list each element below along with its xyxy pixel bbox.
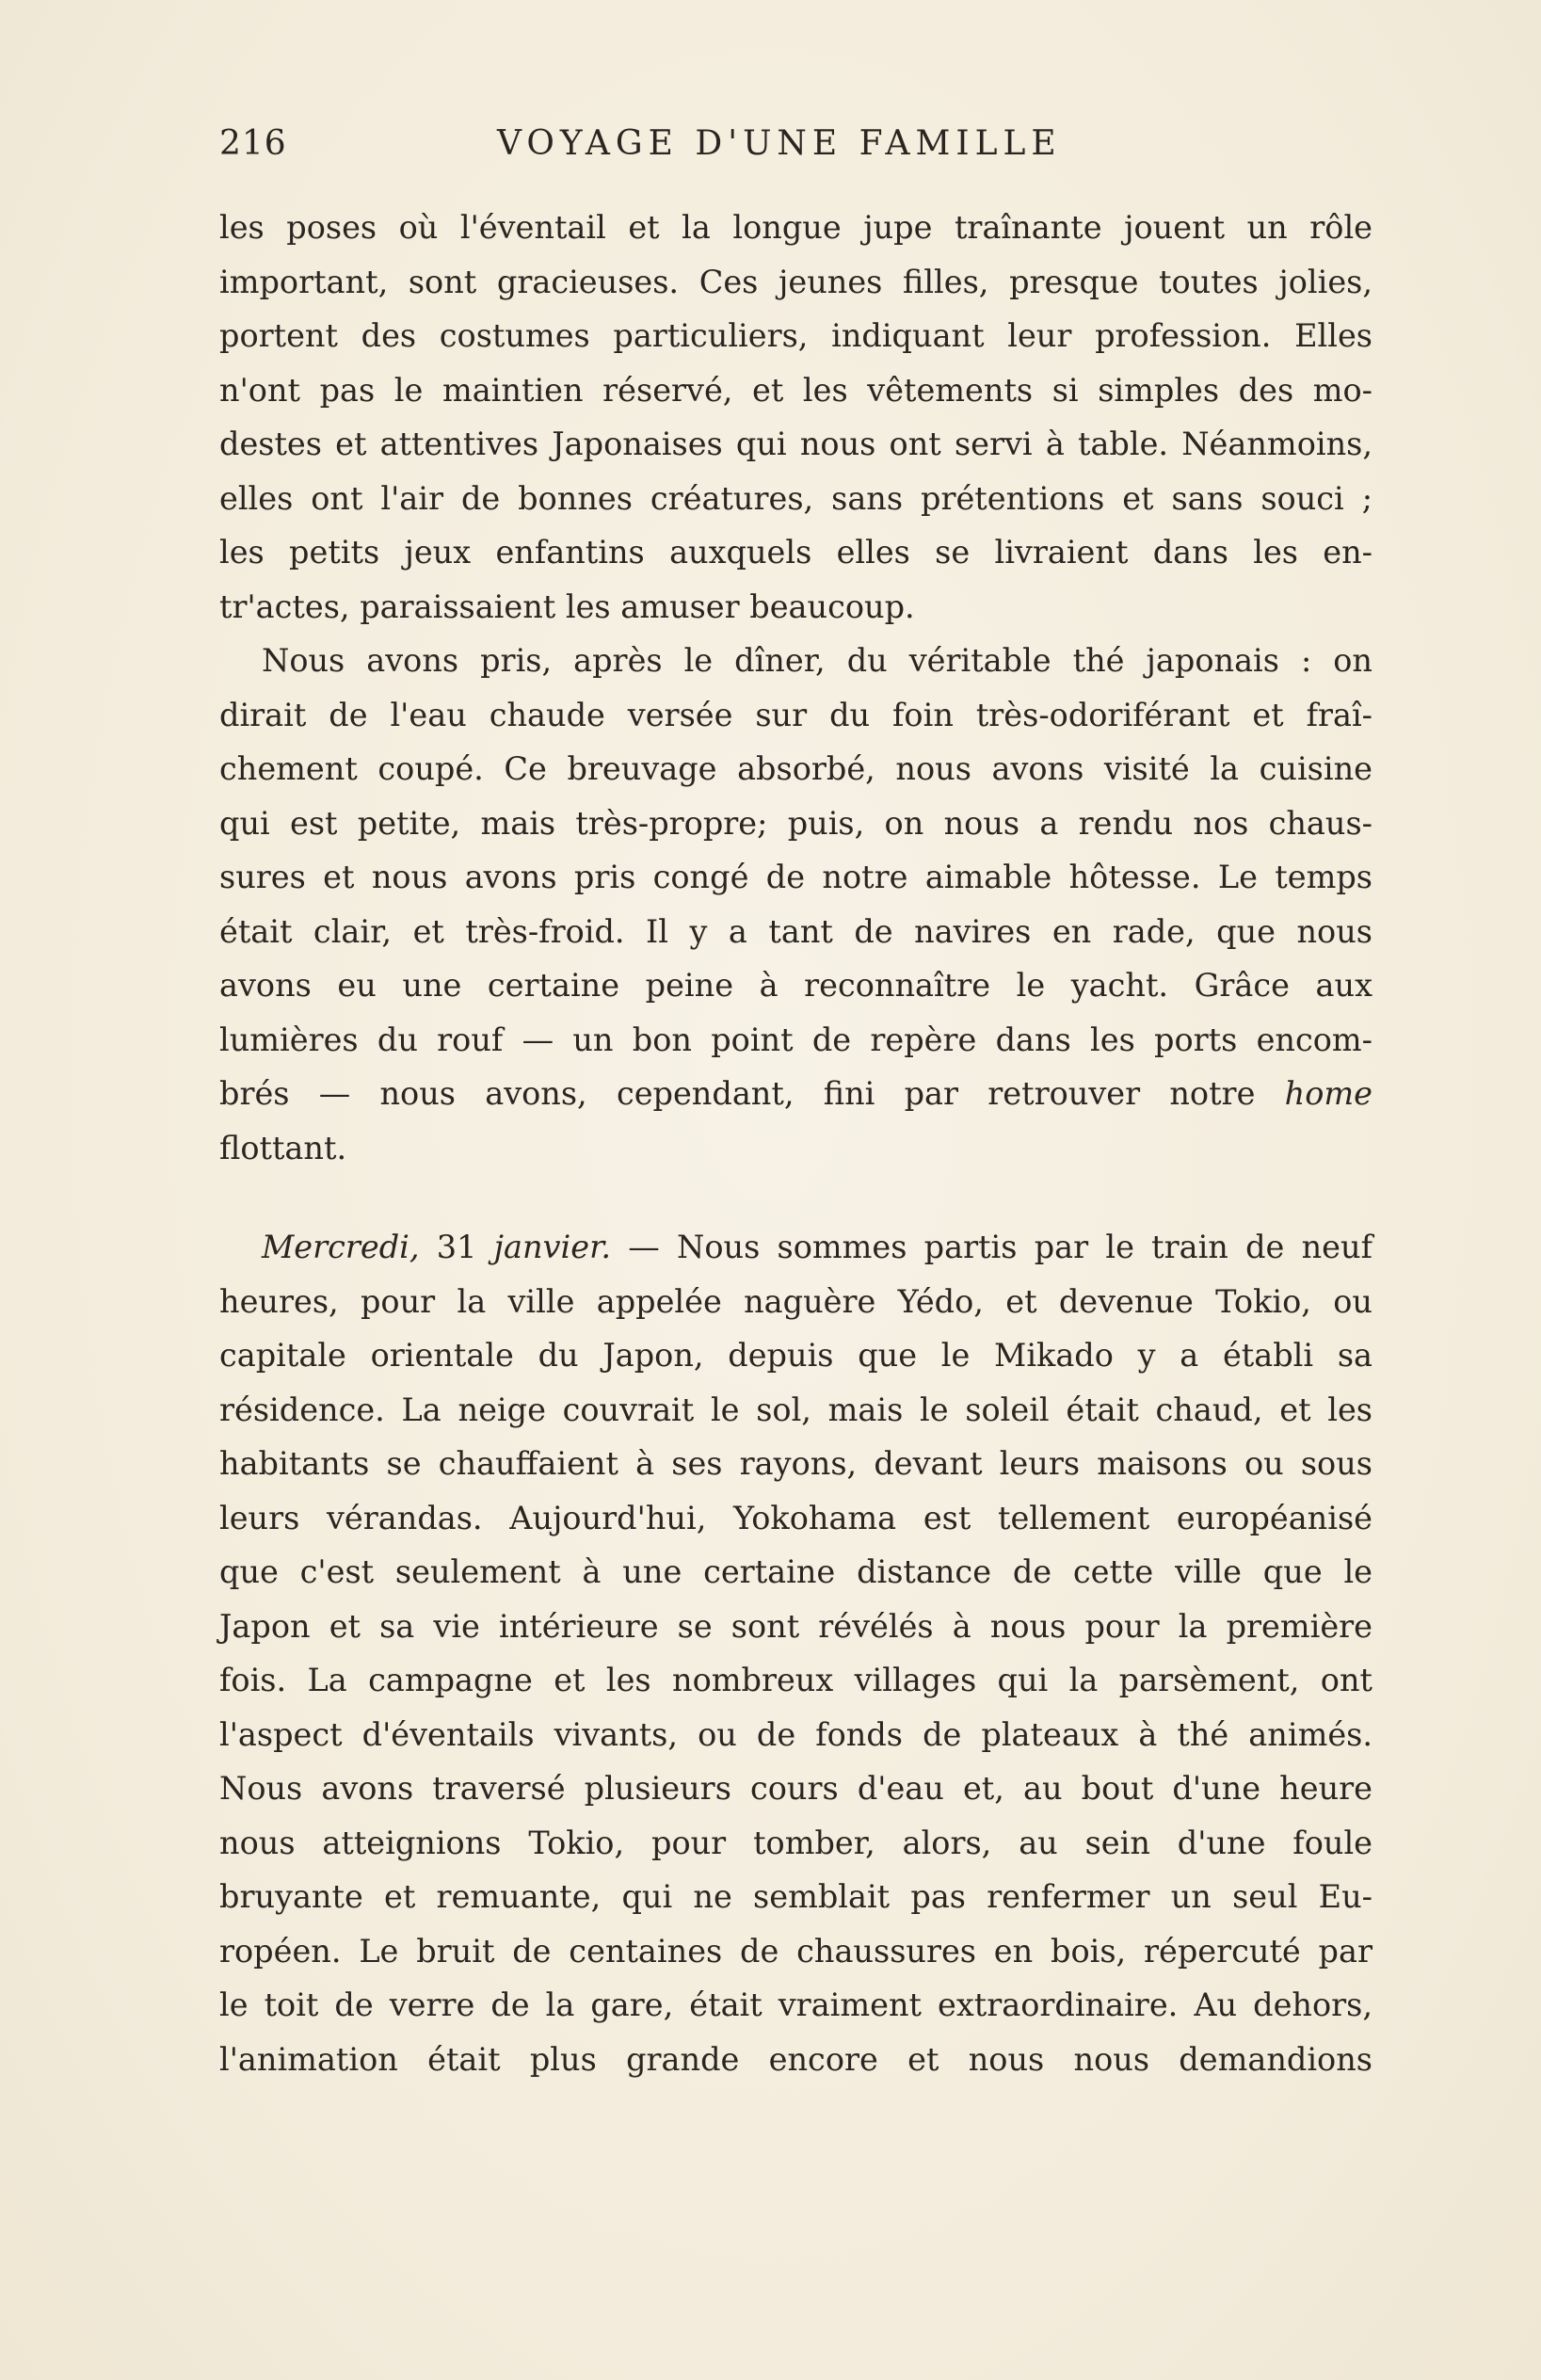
text-line	[219, 1220, 1372, 1275]
text-line: flottant.	[219, 1129, 347, 1166]
text-line: tr'actes, paraissaient les amuser beaucoup.	[219, 587, 915, 625]
date-num: 31	[436, 1229, 477, 1265]
text-line: elles ont l'air de bonnes créatures, sans prétentions et sans souci ;	[219, 479, 1372, 517]
text-span: brés — nous avons, cependant, fini par retrouver notre	[219, 1075, 1256, 1112]
text-block-upper	[219, 201, 1372, 1175]
text-line: n'ont pas le maintien réservé, et les vêtements si simples des mo-	[219, 371, 1372, 409]
running-title: VOYAGE D'UNE FAMILLE	[497, 124, 1062, 163]
text-line: sures et nous avons pris congé de notre aimable hôtesse. Le temps	[219, 859, 1372, 895]
date-day: Mercredi,	[262, 1229, 420, 1265]
text-line: les poses où l'éventail et la longue jupe traînante jouent un rôle	[219, 209, 1372, 246]
text-line: Nous avons traversé plusieurs cours d'eau et, au bout d'une heure	[219, 1770, 1372, 1807]
text-line: portent des costumes particuliers, indiquant leur profession. Elles	[219, 317, 1372, 354]
text-block-lower	[219, 1220, 1372, 2086]
text-line: bruyante et remuante, qui ne semblait pas renfermer un seul Eu-	[219, 1878, 1372, 1915]
page-number: 216	[219, 124, 287, 163]
text-line: heures, pour la ville appelée naguère Yédo, et devenue Tokio, ou	[219, 1282, 1372, 1320]
text-span: — Nous sommes partis par le train de neuf	[628, 1229, 1372, 1265]
date-month: janvier.	[493, 1229, 612, 1265]
page-header	[219, 124, 1372, 181]
text-line: ropéen. Le bruit de centaines de chaussures en bois, répercuté par	[219, 1932, 1372, 1970]
text-line: que c'est seulement à une certaine distance de cette ville que le	[219, 1553, 1372, 1590]
text-line: lumières du rouf — un bon point de repère dans les ports encom-	[219, 1021, 1372, 1058]
text-line: l'animation était plus grande encore et nous nous demandions	[219, 2040, 1372, 2078]
text-line: avons eu une certaine peine à reconnaître le yacht. Grâce aux	[219, 967, 1372, 1004]
text-line: Japon et sa vie intérieure se sont révélés à nous pour la première	[219, 1607, 1372, 1645]
text-line: fois. La campagne et les nombreux villages qui la parsèment, ont	[219, 1662, 1372, 1698]
text-line: habitants se chauffaient à ses rayons, devant leurs maisons ou sous	[219, 1445, 1372, 1482]
text-line: important, sont gracieuses. Ces jeunes filles, presque toutes jolies,	[219, 263, 1372, 300]
text-line: nous atteignions Tokio, pour tomber, alors, au sein d'une foule	[219, 1824, 1372, 1861]
text-line: les petits jeux enfantins auxquels elles se livraient dans les en-	[219, 534, 1372, 571]
text-line: destes et attentives Japonaises qui nous ont servi à table. Néanmoins,	[219, 426, 1372, 462]
text-line: leurs vérandas. Aujourd'hui, Yokohama est tellement européanisé	[219, 1499, 1372, 1536]
text-line	[219, 1067, 1372, 1121]
text-line: l'aspect d'éventails vivants, ou de fonds de plateaux à thé animés.	[219, 1715, 1372, 1753]
text-line: capitale orientale du Japon, depuis que le Mikado y a établi sa	[219, 1337, 1372, 1374]
text-line: résidence. La neige couvrait le sol, mais le soleil était chaud, et les	[219, 1391, 1372, 1428]
text-line: Nous avons pris, après le dîner, du véritable thé japonais : on	[262, 642, 1372, 679]
text-line: qui est petite, mais très-propre; puis, on nous a rendu nos chaus-	[219, 804, 1372, 842]
text-line: chement coupé. Ce breuvage absorbé, nous avons visité la cuisine	[219, 750, 1372, 787]
text-line: dirait de l'eau chaude versée sur du foin très-odoriférant et fraî-	[219, 696, 1372, 733]
italic-word: home	[1284, 1075, 1372, 1112]
text-line: était clair, et très-froid. Il y a tant de navires en rade, que nous	[219, 912, 1372, 950]
text-line: le toit de verre de la gare, était vraiment extraordinaire. Au dehors,	[219, 1986, 1372, 2023]
